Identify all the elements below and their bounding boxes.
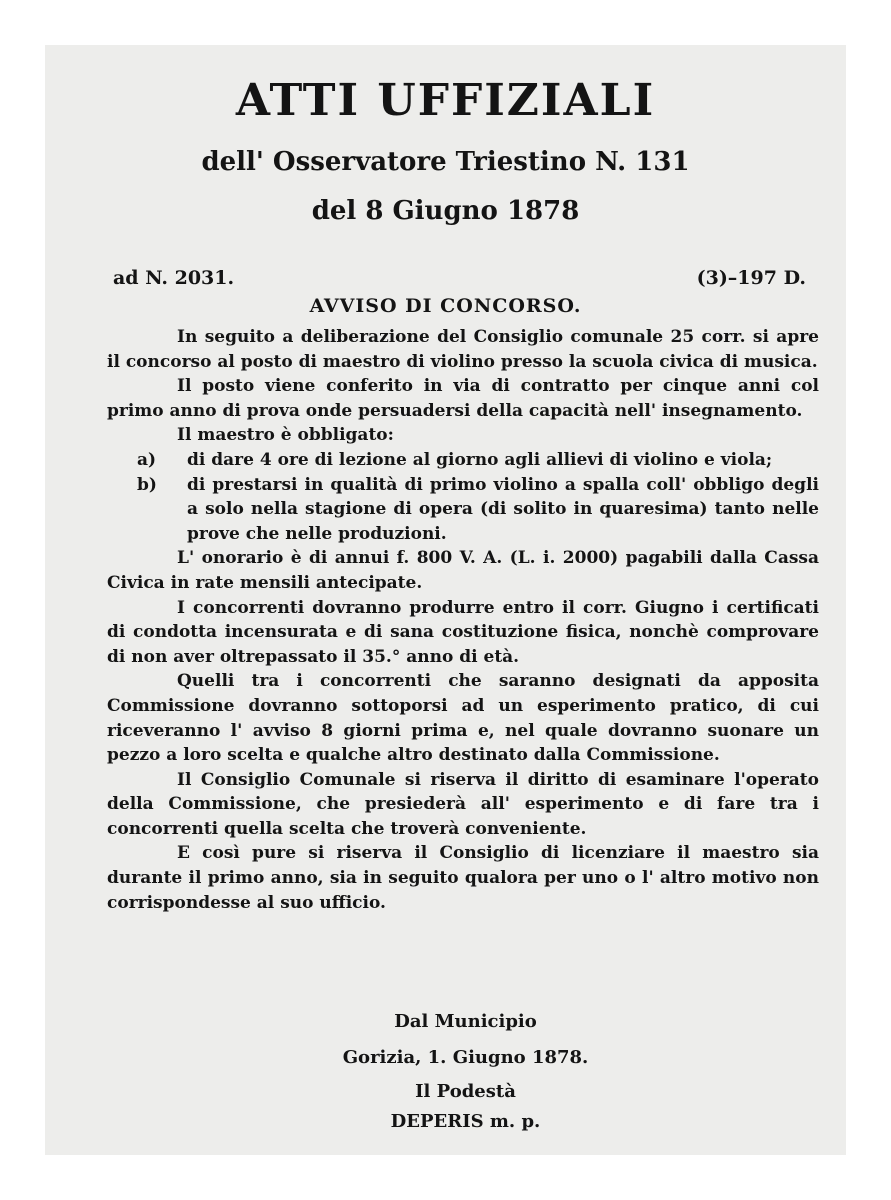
list-item-marker: b) [137, 474, 157, 495]
notice-heading: AVVISO DI CONCORSO. [309, 295, 582, 317]
reference-code: (3)–197 D. [696, 267, 806, 289]
notice-body [107, 325, 819, 915]
list-item-marker: a) [137, 449, 157, 470]
signature-name: DEPERIS m. p. [390, 1111, 541, 1132]
document-subtitle-date: del 8 Giugno 1878 [311, 196, 580, 226]
notice-paragraph: Il maestro è obbligato: [177, 425, 394, 446]
reference-number: ad N. 2031. [113, 267, 235, 289]
notice-paragraph: Quelli tra i concorrenti che saranno designati da apposita Commissione dovranno sottoporsi ad un esperimento pratico, di cui riceveranno l' avviso 8 giorni prima e, nel quale dovranno suonare un pezzo a loro scelta e qualche altro destinato dalla Commissione. [107, 671, 819, 766]
notice-paragraph: L' onorario è di annui f. 800 V. A. (L. i. 2000) pagabili dalla Cassa Civica in rate mensili antecipate. [107, 548, 819, 593]
notice-paragraph: In seguito a deliberazione del Consiglio comunale 25 corr. si apre il concorso al posto di maestro di violino presso la scuola civica di musica. [107, 327, 819, 372]
signature-issuer: Dal Municipio [394, 1011, 537, 1032]
document-page [45, 45, 846, 1155]
notice-paragraph: E così pure si riserva il Consiglio di licenziare il maestro sia durante il primo anno, sia in seguito qualora per uno o l' altro motivo non corrispondesse al suo ufficio. [107, 843, 819, 913]
notice-paragraph: Il posto viene conferito in via di contratto per cinque anni col primo anno di prova onde persuadersi della capacità nell' insegnamento. [107, 376, 819, 421]
list-item-text: di prestarsi in qualità di primo violino a spalla coll' obbligo degli a solo nella stagione di opera (di solito in quaresima) tanto nelle prove che nelle produzioni. [187, 474, 819, 544]
document-subtitle-publication: dell' Osservatore Triestino N. 131 [201, 147, 690, 177]
notice-paragraph: Il Consiglio Comunale si riserva il diritto di esaminare l'operato della Commissione, che presiederà all' esperimento e di fare tra i concorrenti quella scelta che troverà conveniente. [107, 769, 819, 839]
list-item [107, 473, 819, 547]
signature-role: Il Podestà [415, 1081, 516, 1102]
list-item-text: di dare 4 ore di lezione al giorno agli allievi di violino e viola; [187, 449, 773, 470]
notice-paragraph: I concorrenti dovranno produrre entro il corr. Giugno i certificati di condotta incensurata e di sana costituzione fisica, nonchè comprovare di non aver oltrepassato il 35.° anno di età. [107, 597, 819, 667]
document-title: ATTI UFFIZIALI [235, 75, 656, 126]
signature-place-date: Gorizia, 1. Giugno 1878. [342, 1047, 589, 1068]
list-item [107, 448, 819, 473]
